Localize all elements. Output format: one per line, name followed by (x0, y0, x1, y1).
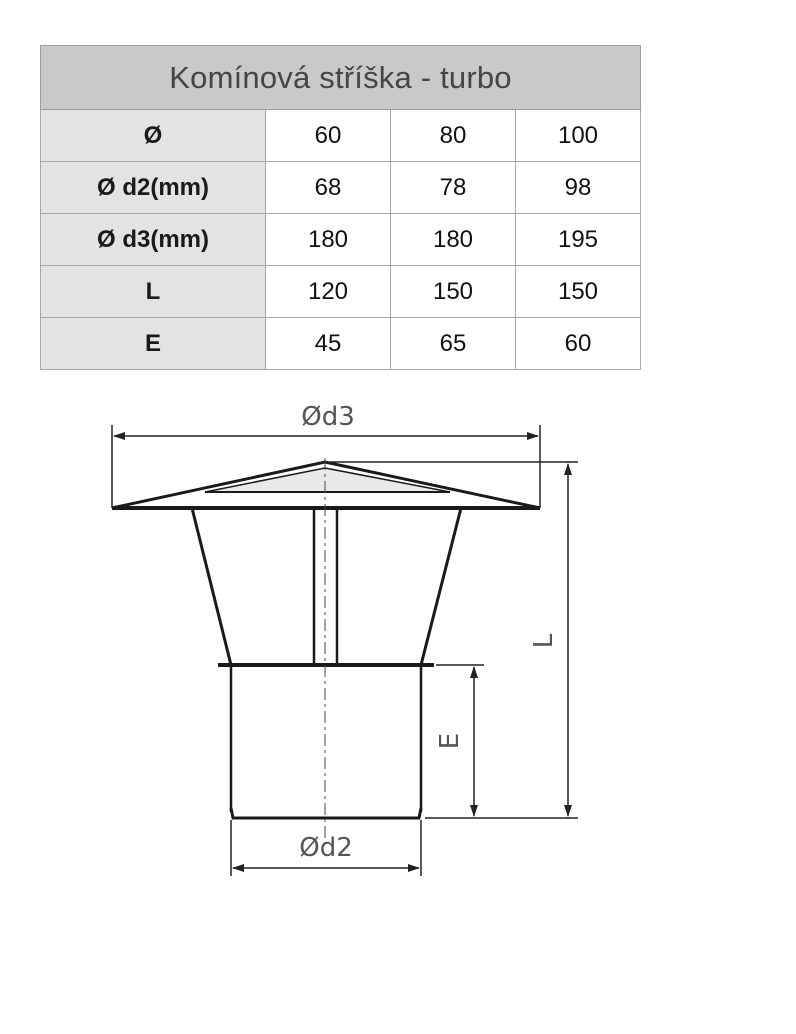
table-cell: 68 (266, 162, 391, 214)
table-title-row (41, 46, 641, 110)
table-cell: 60 (516, 318, 641, 370)
row-header: E (41, 318, 266, 370)
label-d3: Ød3 (301, 402, 355, 432)
cap-roof (112, 462, 540, 508)
table-row (41, 266, 641, 318)
table-cell: 100 (516, 110, 641, 162)
table-row (41, 318, 641, 370)
table-cell: 180 (266, 214, 391, 266)
row-header: L (41, 266, 266, 318)
table-row (41, 162, 641, 214)
table-row (41, 110, 641, 162)
spec-table (40, 45, 641, 370)
table-cell: 45 (266, 318, 391, 370)
table-cell: 195 (516, 214, 641, 266)
table-cell: 150 (516, 266, 641, 318)
chimney-cap-drawing (0, 390, 796, 890)
row-header: Ø (41, 110, 266, 162)
cap-cone (192, 508, 461, 665)
table-cell: 65 (391, 318, 516, 370)
table-cell: 120 (266, 266, 391, 318)
table-row (41, 214, 641, 266)
cap-sleeve (218, 665, 434, 818)
row-header: Ø d3(mm) (41, 214, 266, 266)
table-cell: 98 (516, 162, 641, 214)
table-cell: 78 (391, 162, 516, 214)
table-cell: 60 (266, 110, 391, 162)
label-E: E (435, 732, 465, 750)
row-header: Ø d2(mm) (41, 162, 266, 214)
label-d2: Ød2 (299, 833, 353, 863)
table-cell: 180 (391, 214, 516, 266)
table-cell: 150 (391, 266, 516, 318)
table-title: Komínová stříška - turbo (41, 46, 641, 110)
table-cell: 80 (391, 110, 516, 162)
label-L: L (529, 633, 559, 649)
